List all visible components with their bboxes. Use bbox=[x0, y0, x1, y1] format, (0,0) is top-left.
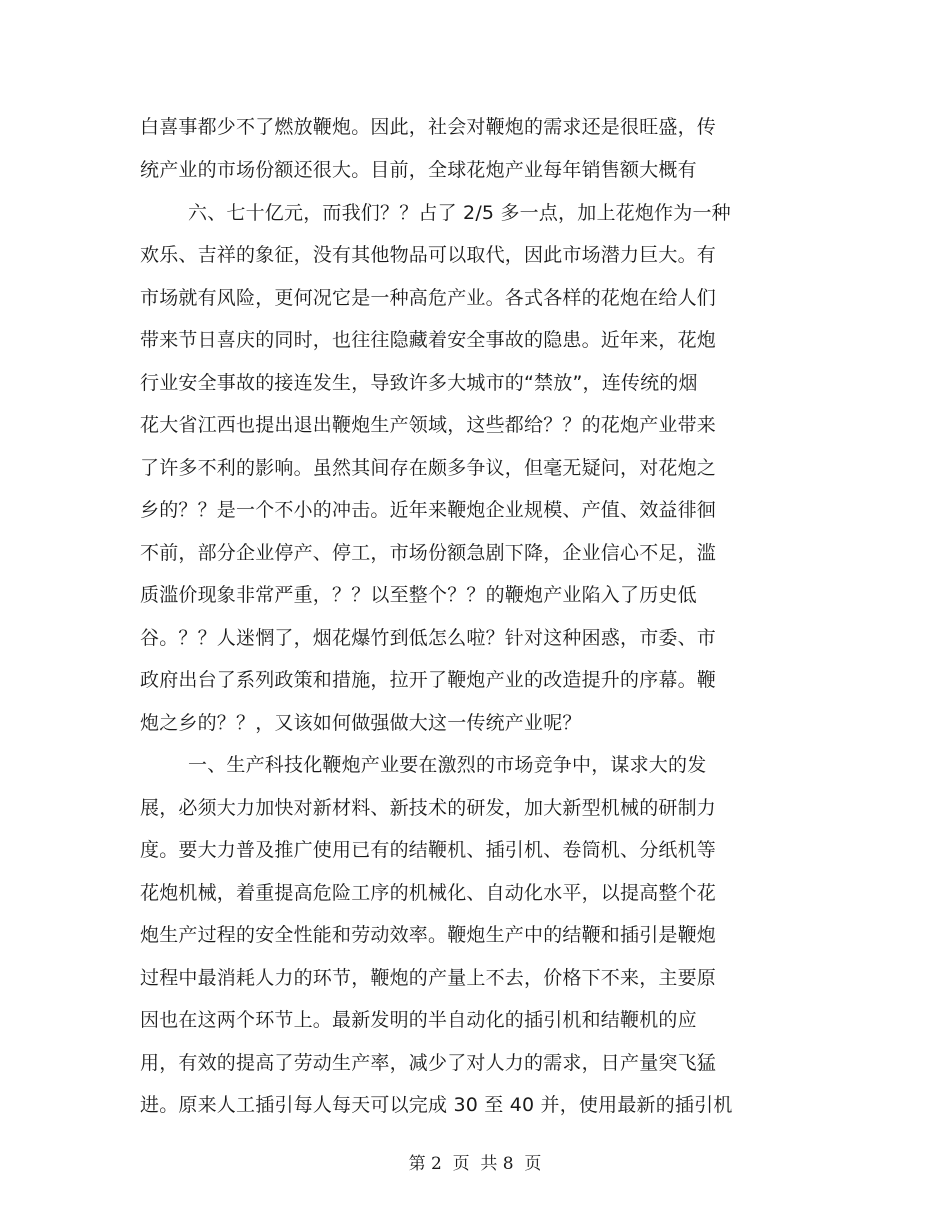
text-line: 六、七十亿元，而我们？？占了 2/5 多一点，加上花炮作为一种 bbox=[188, 202, 731, 224]
text-line: 了许多不利的影响。虽然其间存在颇多争议，但毫无疑问，对花炮之 bbox=[140, 457, 717, 479]
text-line: 质滥价现象非常严重，？？以至整个？？的鞭炮产业陷入了历史低 bbox=[140, 584, 697, 606]
text-line: 行业安全事故的接连发生，导致许多大城市的“禁放”，连传统的烟 bbox=[140, 372, 698, 394]
text-line: 乡的？？是一个不小的冲击。近年来鞭炮企业规模、产值、效益徘徊 bbox=[140, 499, 717, 521]
text-line: 政府出台了系列政策和措施，拉开了鞭炮产业的改造提升的序幕。鞭 bbox=[140, 669, 717, 691]
text-line: 花炮机械，着重提高危险工序的机械化、自动化水平，以提高整个花 bbox=[140, 882, 717, 904]
text-line: 进。原来人工插引每人每天可以完成 30 至 40 并，使用最新的插引机 bbox=[140, 1094, 733, 1116]
text-line: 展，必须大力加快对新材料、新技术的研发，加大新型机械的研制力 bbox=[140, 797, 717, 819]
text-line: 过程中最消耗人力的环节，鞭炮的产量上不去，价格下不来，主要原 bbox=[140, 967, 717, 989]
text-line: 市场就有风险，更何况它是一种高危产业。各式各样的花炮在给人们 bbox=[140, 287, 717, 309]
text-line: 带来节日喜庆的同时，也往往隐藏着安全事故的隐患。近年来，花炮 bbox=[140, 329, 717, 351]
text-line: 白喜事都少不了燃放鞭炮。因此，社会对鞭炮的需求还是很旺盛，传 bbox=[140, 116, 717, 138]
text-line: 用，有效的提高了劳动生产率，减少了对人力的需求，日产量突飞猛 bbox=[140, 1052, 717, 1074]
text-line: 因也在这两个环节上。最新发明的半自动化的插引机和结鞭机的应 bbox=[140, 1009, 697, 1031]
text-line: 欢乐、吉祥的象征，没有其他物品可以取代，因此市场潜力巨大。有 bbox=[140, 244, 717, 266]
text-line: 炮之乡的？？，又该如何做强做大这一传统产业呢？ bbox=[140, 712, 582, 734]
text-line: 花大省江西也提出退出鞭炮生产领域，这些都给？？的花炮产业带来 bbox=[140, 414, 717, 436]
text-line: 炮生产过程的安全性能和劳动效率。鞭炮生产中的结鞭和插引是鞭炮 bbox=[140, 924, 717, 946]
text-line: 一、生产科技化鞭炮产业要在激烈的市场竞争中，谋求大的发 bbox=[188, 754, 707, 776]
page-number-footer: 第 2 页 共 8 页 bbox=[408, 1154, 542, 1174]
text-line: 不前，部分企业停产、停工，市场份额急剧下降，企业信心不足，滥 bbox=[140, 542, 717, 564]
text-line: 谷。？？人迷惘了，烟花爆竹到低怎么啦？针对这种困惑，市委、市 bbox=[140, 627, 717, 649]
text-line: 度。要大力普及推广使用已有的结鞭机、插引机、卷筒机、分纸机等 bbox=[140, 839, 717, 861]
text-line: 统产业的市场份额还很大。目前，全球花炮产业每年销售额大概有 bbox=[140, 159, 697, 181]
